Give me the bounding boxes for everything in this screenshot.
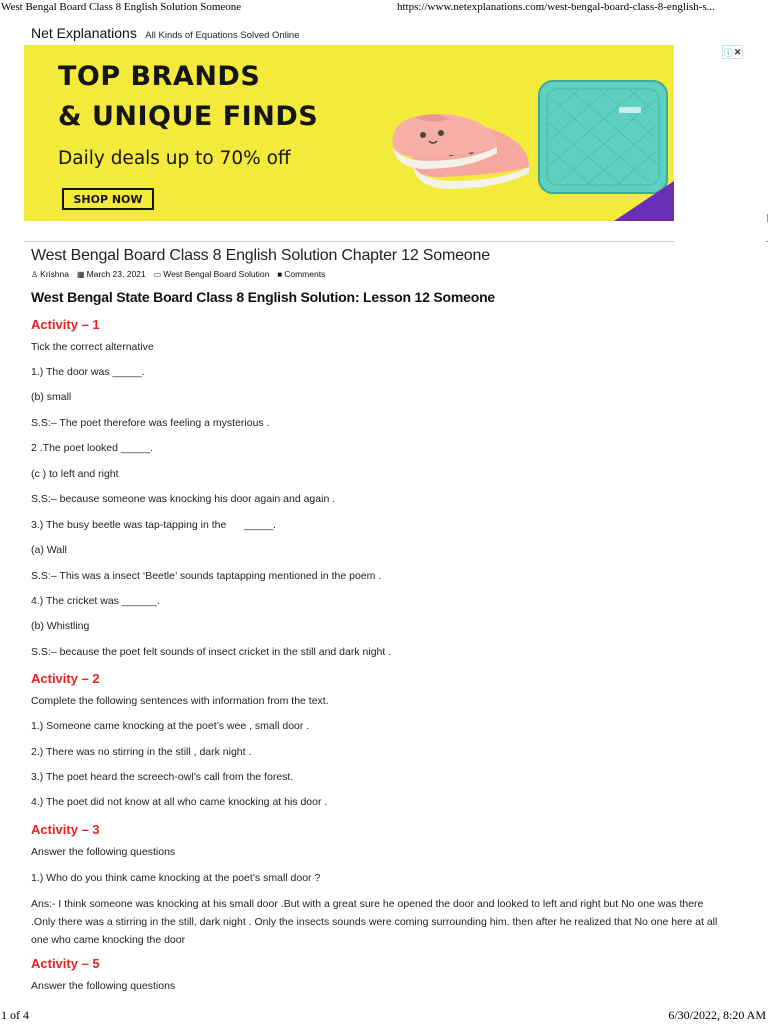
ad-side-gap bbox=[674, 70, 740, 221]
meta-author-label: Krishna bbox=[40, 269, 69, 279]
activity-1-line: Tick the correct alternative bbox=[31, 341, 154, 353]
activity-1-line: S.S:– The poet therefore was feeling a mysterious . bbox=[31, 417, 270, 429]
activity-3-answer: Ans:- I think someone was knocking at his small door .But with a great sure he opened the door and looked to left and right but No one was there .Only there was a stirring in the still, dark night . Only the insects sounds were coming surrounding him. then after he realized that No one here at all one who came knocking the door bbox=[31, 898, 718, 946]
activity-2-line: 3.) The poet heard the screech-owl’s call from the forest. bbox=[31, 771, 294, 783]
teal-bag-icon bbox=[539, 81, 667, 193]
activity-1-line: (c ) to left and right bbox=[31, 468, 119, 480]
activity-1-line: (a) Wall bbox=[31, 544, 67, 556]
article-title: West Bengal Board Class 8 English Solution Chapter 12 Someone bbox=[31, 247, 490, 264]
divider bbox=[24, 241, 674, 242]
ad-purple-corner bbox=[614, 181, 674, 221]
calendar-icon: ▦ bbox=[77, 270, 85, 279]
print-footer bbox=[0, 1006, 768, 1024]
activity-5-line: Answer the following questions bbox=[31, 980, 176, 992]
activity-3-line: 1.) Who do you think came knocking at the poet’s small door ? bbox=[31, 872, 321, 884]
activity-1-line: 2 .The poet looked _____. bbox=[31, 442, 154, 454]
page-number: 1 of 4 bbox=[1, 1008, 29, 1022]
meta-date bbox=[77, 269, 146, 279]
meta-category-label: West Bengal Board Solution bbox=[163, 269, 270, 279]
ad-info-icon[interactable]: ⓘ bbox=[723, 47, 733, 58]
activity-2-line: Complete the following sentences with information from the text. bbox=[31, 695, 329, 707]
activity-1-line: 3.) The busy beetle was tap-tapping in the _____. bbox=[31, 519, 276, 531]
article-heading: West Bengal State Board Class 8 English Solution: Lesson 12 Someone bbox=[31, 289, 496, 305]
activity-2-line: 1.) Someone came knocking at the poet’s wee , small door . bbox=[31, 720, 310, 732]
activity-1-line: (b) small bbox=[31, 391, 72, 403]
activity-2-title: Activity – 2 bbox=[31, 671, 100, 686]
user-icon: ♙ bbox=[31, 270, 39, 279]
activity-2-line: 4.) The poet did not know at all who came knocking at his door . bbox=[31, 796, 328, 808]
activity-5-title: Activity – 5 bbox=[31, 956, 100, 971]
ad-headline-line-2: & UNIQUE FINDS bbox=[58, 101, 319, 132]
site-header bbox=[31, 25, 300, 43]
ad-subline: Daily deals up to 70% off bbox=[58, 148, 291, 169]
activity-1-line: S.S:– because someone was knocking his door again and again . bbox=[31, 493, 336, 505]
print-page-title: West Bengal Board Class 8 English Solution Someone bbox=[1, 1, 242, 13]
activity-1-line: 4.) The cricket was ______. bbox=[31, 595, 160, 607]
pink-shoes-icon bbox=[392, 114, 529, 189]
ad-close-icon[interactable]: ✕ bbox=[733, 46, 742, 57]
article bbox=[31, 247, 721, 305]
site-name-link[interactable]: Net Explanations bbox=[31, 25, 137, 41]
ad-headline bbox=[58, 57, 318, 137]
activity-1-line: S.S:– because the poet felt sounds of insect cricket in the still and dark night . bbox=[31, 646, 392, 658]
activity-3-title: Activity – 3 bbox=[31, 822, 100, 837]
comment-icon: ■ bbox=[277, 270, 283, 279]
ad-shop-now-button[interactable]: SHOP NOW bbox=[62, 188, 154, 210]
print-datetime: 6/30/2022, 8:20 AM bbox=[668, 1008, 766, 1022]
meta-category[interactable] bbox=[154, 269, 270, 279]
activity-1-line: 1.) The door was _____. bbox=[31, 366, 145, 378]
meta-author[interactable] bbox=[31, 269, 69, 279]
activity-1-line: S.S:– This was a insect ‘Beetle’ sounds taptapping mentioned in the poem . bbox=[31, 570, 382, 582]
meta-comments[interactable] bbox=[277, 269, 325, 279]
activity-1-title: Activity – 1 bbox=[31, 317, 100, 332]
ad-choices-badge[interactable] bbox=[722, 45, 743, 59]
activity-3-line: Answer the following questions bbox=[31, 846, 176, 858]
meta-comments-label: Comments bbox=[284, 269, 326, 279]
print-header bbox=[0, 0, 768, 16]
folder-icon: ▭ bbox=[153, 270, 162, 279]
ad-banner[interactable] bbox=[24, 45, 674, 221]
activity-1-line: (b) Whistling bbox=[31, 620, 90, 632]
site-tagline: All Kinds of Equations Solved Online bbox=[145, 30, 300, 41]
article-meta bbox=[31, 269, 721, 279]
activity-2-line: 2.) There was no stirring in the still , dark night . bbox=[31, 746, 252, 758]
ad-headline-line-1: TOP BRANDS bbox=[58, 61, 261, 92]
print-page-url: https://www.netexplanations.com/west-bengal-board-class-8-english-s... bbox=[397, 1, 715, 13]
meta-date-label: March 23, 2021 bbox=[86, 269, 146, 279]
